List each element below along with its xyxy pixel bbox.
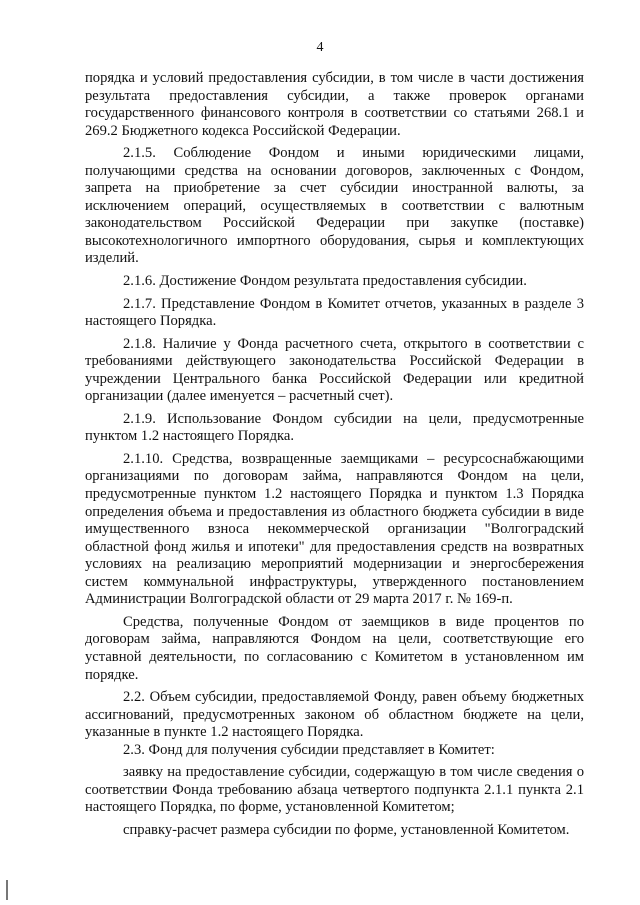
paragraph-2-1-6: 2.1.6. Достижение Фондом результата предоставления субсидии. bbox=[123, 273, 527, 290]
scan-edge-mark bbox=[6, 880, 8, 900]
paragraph-2-1-8: 2.1.8. Наличие у Фонда расчетного счета, открытого в соответствии с требованиями действующего законодательства Российской Федерации в учреждении Центрального банка Российской Федерации или кредитной организации (далее именуется – расчетный счет). bbox=[85, 335, 584, 405]
document-body bbox=[85, 70, 584, 839]
paragraph-application: заявку на предоставление субсидии, содержащую в том числе сведения о соответствии Фонда требованию абзаца четвертого подпункта 2.1.1 пункта 2.1 настоящего Порядка, по форме, установленной Комитетом; bbox=[85, 764, 584, 816]
page-number: 4 bbox=[316, 40, 324, 55]
paragraph-2-1-9: 2.1.9. Использование Фондом субсидии на цели, предусмотренные пунктом 1.2 настоящего Порядка. bbox=[85, 410, 584, 445]
paragraph-2-1-7: 2.1.7. Представление Фондом в Комитет отчетов, указанных в разделе 3 настоящего Порядка. bbox=[85, 295, 584, 330]
paragraph-2-1-10: 2.1.10. Средства, возвращенные заемщиками – ресурсоснабжающими организациями по договорам займа, направляются Фондом на цели, предусмотренные пунктом 1.2 настоящего Порядка и пунктом 1.3 Порядка определения объема и предоставления из областного бюджета субсидии в виде имущественного взноса некоммерческой организации "Волгоградский областной фонд жилья и ипотеки" для предоставления средств на возвратных условиях на реализацию мероприятий модернизации и энергосбережения систем коммунальной инфраструктуры, утвержденного постановлением Администрации Волгоградской области от 29 марта 2017 г. № 169-п. bbox=[85, 450, 584, 608]
paragraph-2-1-5: 2.1.5. Соблюдение Фондом и иными юридическими лицами, получающими средства на основании договоров, заключенных с Фондом, запрета на приобретение за счет субсидии иностранной валюты, за исключением операций, осуществляемых в соответствии с валютным законодательством Российской Федерации при закупке (поставке) высокотехнологичного импортного оборудования, сырья и комплектующих изделий. bbox=[85, 145, 584, 267]
paragraph-2-2: 2.2. Объем субсидии, предоставляемой Фонду, равен объему бюджетных ассигнований, предусмотренных законом об областном бюджете на цели, указанные в пункте 1.2 настоящего Порядка. bbox=[85, 689, 584, 741]
paragraph-2-3: 2.3. Фонд для получения субсидии представляет в Комитет: bbox=[123, 741, 495, 758]
paragraph-calculation: справку-расчет размера субсидии по форме, установленной Комитетом. bbox=[123, 821, 570, 838]
paragraph-continuation: порядка и условий предоставления субсидии, в том числе в части достижения результата предоставления субсидии, а также проверок органами государственного финансового контроля в соответствии со статьями 268.1 и 269.2 Бюджетного кодекса Российской Федерации. bbox=[85, 70, 584, 139]
paragraph-interest-funds: Средства, полученные Фондом от заемщиков в виде процентов по договорам займа, направляются Фондом на цели, соответствующие его уставной деятельности, по согласованию с Комитетом в установленном им порядке. bbox=[85, 613, 584, 683]
